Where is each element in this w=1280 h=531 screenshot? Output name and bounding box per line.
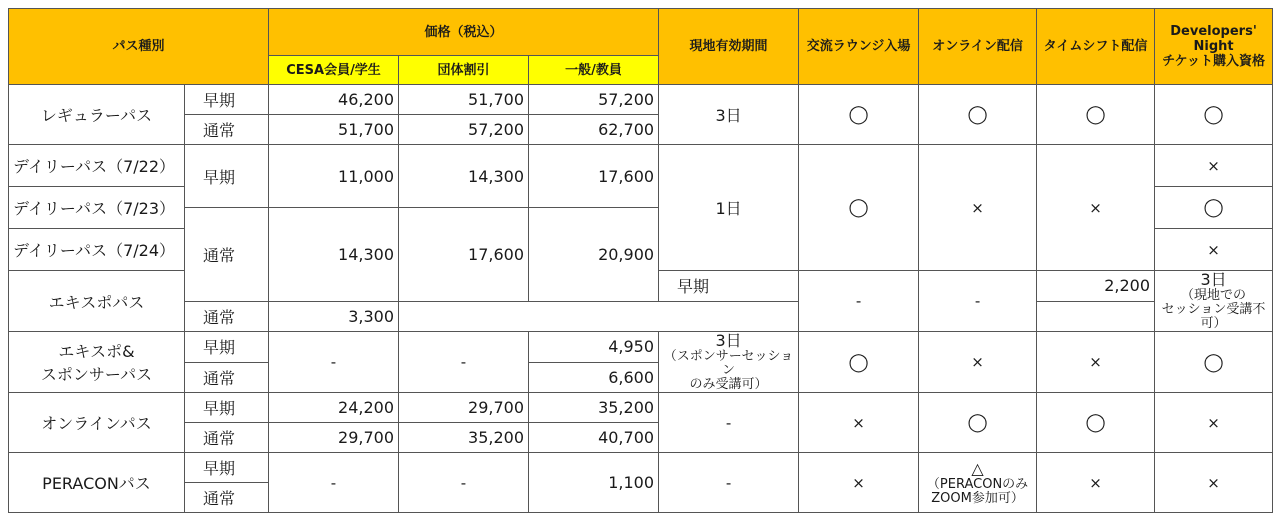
validity-sponsor-days: 3日 <box>715 331 742 350</box>
price-cell: 3,300 <box>269 301 399 332</box>
price-cell: 24,200 <box>269 393 399 423</box>
devnight-mark: ◯ <box>1155 187 1273 229</box>
header-timeshift: タイムシフト配信 <box>1037 9 1155 85</box>
term-normal: 通常 <box>185 208 269 302</box>
header-cesa: CESA会員/学生 <box>269 56 399 85</box>
header-pass-type: パス種別 <box>9 9 269 85</box>
term-normal: 通常 <box>185 483 269 513</box>
header-devnight-line1: Developers' <box>1170 24 1257 39</box>
price-cell: 57,200 <box>529 85 659 115</box>
term-normal: 通常 <box>185 423 269 453</box>
pass-name-sponsor-line2: スポンサーパス <box>40 365 153 384</box>
pass-name-expo: エキスポパス <box>9 271 185 332</box>
header-price: 価格（税込） <box>269 9 659 56</box>
devnight-mark: ◯ <box>1155 332 1273 393</box>
online-mark: × <box>919 145 1037 271</box>
price-cell: - <box>399 332 529 393</box>
lounge-mark: × <box>799 453 919 513</box>
pass-name-regular: レギュラーパス <box>9 85 185 145</box>
price-cell: - <box>799 271 919 332</box>
online-mark: × <box>919 332 1037 393</box>
price-cell: 29,700 <box>399 393 529 423</box>
price-cell: 17,600 <box>399 208 529 302</box>
table-row <box>9 85 1273 115</box>
pass-name-sponsor <box>9 332 185 393</box>
validity-sponsor-note2: のみ受講可） <box>689 377 768 392</box>
validity-daily: 1日 <box>659 145 799 271</box>
price-cell: 14,300 <box>269 208 399 302</box>
price-cell: 1,100 <box>529 453 659 513</box>
table-row <box>9 332 1273 363</box>
header-devnight <box>1155 9 1273 85</box>
price-cell: 51,700 <box>399 85 529 115</box>
price-cell: 6,600 <box>529 362 659 393</box>
validity-sponsor <box>659 332 799 393</box>
header-group: 団体割引 <box>399 56 529 85</box>
pass-name-daily-0723: デイリーパス（7/23） <box>9 187 185 229</box>
table-row <box>9 145 1273 187</box>
validity-regular: 3日 <box>659 85 799 145</box>
pass-name-daily-0724: デイリーパス（7/24） <box>9 229 185 271</box>
validity-expo-days: 3日 <box>1200 270 1227 289</box>
header-devnight-line3: チケット購入資格 <box>1162 54 1265 69</box>
price-cell: 29,700 <box>269 423 399 453</box>
pass-name-sponsor-line1: エキスポ& <box>58 342 135 361</box>
term-early: 早期 <box>185 332 269 363</box>
lounge-mark: ◯ <box>799 85 919 145</box>
validity-expo-note2: セッション受講不可） <box>1161 302 1266 331</box>
lounge-mark: ◯ <box>799 145 919 271</box>
devnight-mark: × <box>1155 453 1273 513</box>
online-mark: ◯ <box>919 85 1037 145</box>
price-cell: 4,950 <box>529 332 659 363</box>
price-cell: - <box>919 271 1037 332</box>
term-normal: 通常 <box>185 115 269 145</box>
price-cell: 46,200 <box>269 85 399 115</box>
header-lounge: 交流ラウンジ入場 <box>799 9 919 85</box>
validity-peracon: - <box>659 453 799 513</box>
devnight-mark: ◯ <box>1155 85 1273 145</box>
timeshift-mark: × <box>1037 332 1155 393</box>
price-cell: - <box>269 332 399 393</box>
table-row <box>9 393 1273 423</box>
table-row <box>9 301 1273 332</box>
price-cell: - <box>399 453 529 513</box>
validity-sponsor-note1: （スポンサーセッション <box>663 349 794 378</box>
devnight-mark: × <box>1155 229 1273 271</box>
timeshift-mark: × <box>1037 453 1155 513</box>
online-peracon <box>919 453 1037 513</box>
price-cell: 17,600 <box>529 145 659 208</box>
validity-online: - <box>659 393 799 453</box>
term-early: 早期 <box>659 271 799 302</box>
timeshift-mark: ◯ <box>1037 393 1155 453</box>
table-row <box>9 453 1273 483</box>
pass-name-online: オンラインパス <box>9 393 185 453</box>
validity-expo-note1: （現地での <box>1181 288 1247 303</box>
online-mark: ◯ <box>919 393 1037 453</box>
term-early: 早期 <box>185 393 269 423</box>
price-cell: 11,000 <box>269 145 399 208</box>
lounge-mark: × <box>799 393 919 453</box>
online-peracon-note1: （PERACONのみ <box>926 476 1029 492</box>
term-early: 早期 <box>185 453 269 483</box>
price-cell: 51,700 <box>269 115 399 145</box>
term-early: 早期 <box>185 85 269 115</box>
devnight-mark: × <box>1155 393 1273 453</box>
price-cell: 62,700 <box>529 115 659 145</box>
price-cell: 35,200 <box>399 423 529 453</box>
pass-name-daily-0722: デイリーパス（7/22） <box>9 145 185 187</box>
devnight-mark: × <box>1155 145 1273 187</box>
header-general: 一般/教員 <box>529 56 659 85</box>
timeshift-mark: ◯ <box>1037 85 1155 145</box>
price-cell: 14,300 <box>399 145 529 208</box>
header-online: オンライン配信 <box>919 9 1037 85</box>
header-devnight-line2: Night <box>1193 39 1234 54</box>
lounge-mark: ◯ <box>799 332 919 393</box>
header-validity: 現地有効期間 <box>659 9 799 85</box>
price-cell: 20,900 <box>529 208 659 302</box>
term-normal: 通常 <box>185 301 269 332</box>
online-peracon-note2: ZOOM参加可） <box>931 490 1024 506</box>
term-normal: 通常 <box>185 362 269 393</box>
price-cell: - <box>269 453 399 513</box>
pass-name-peracon: PERACONパス <box>9 453 185 513</box>
timeshift-mark: × <box>1037 145 1155 271</box>
price-cell: 57,200 <box>399 115 529 145</box>
price-cell: 35,200 <box>529 393 659 423</box>
pass-price-table <box>8 8 1273 513</box>
price-cell: 2,200 <box>1037 271 1155 302</box>
term-early: 早期 <box>185 145 269 208</box>
validity-expo <box>1155 271 1273 332</box>
price-cell: 40,700 <box>529 423 659 453</box>
triangle-mark: △ <box>971 458 984 478</box>
